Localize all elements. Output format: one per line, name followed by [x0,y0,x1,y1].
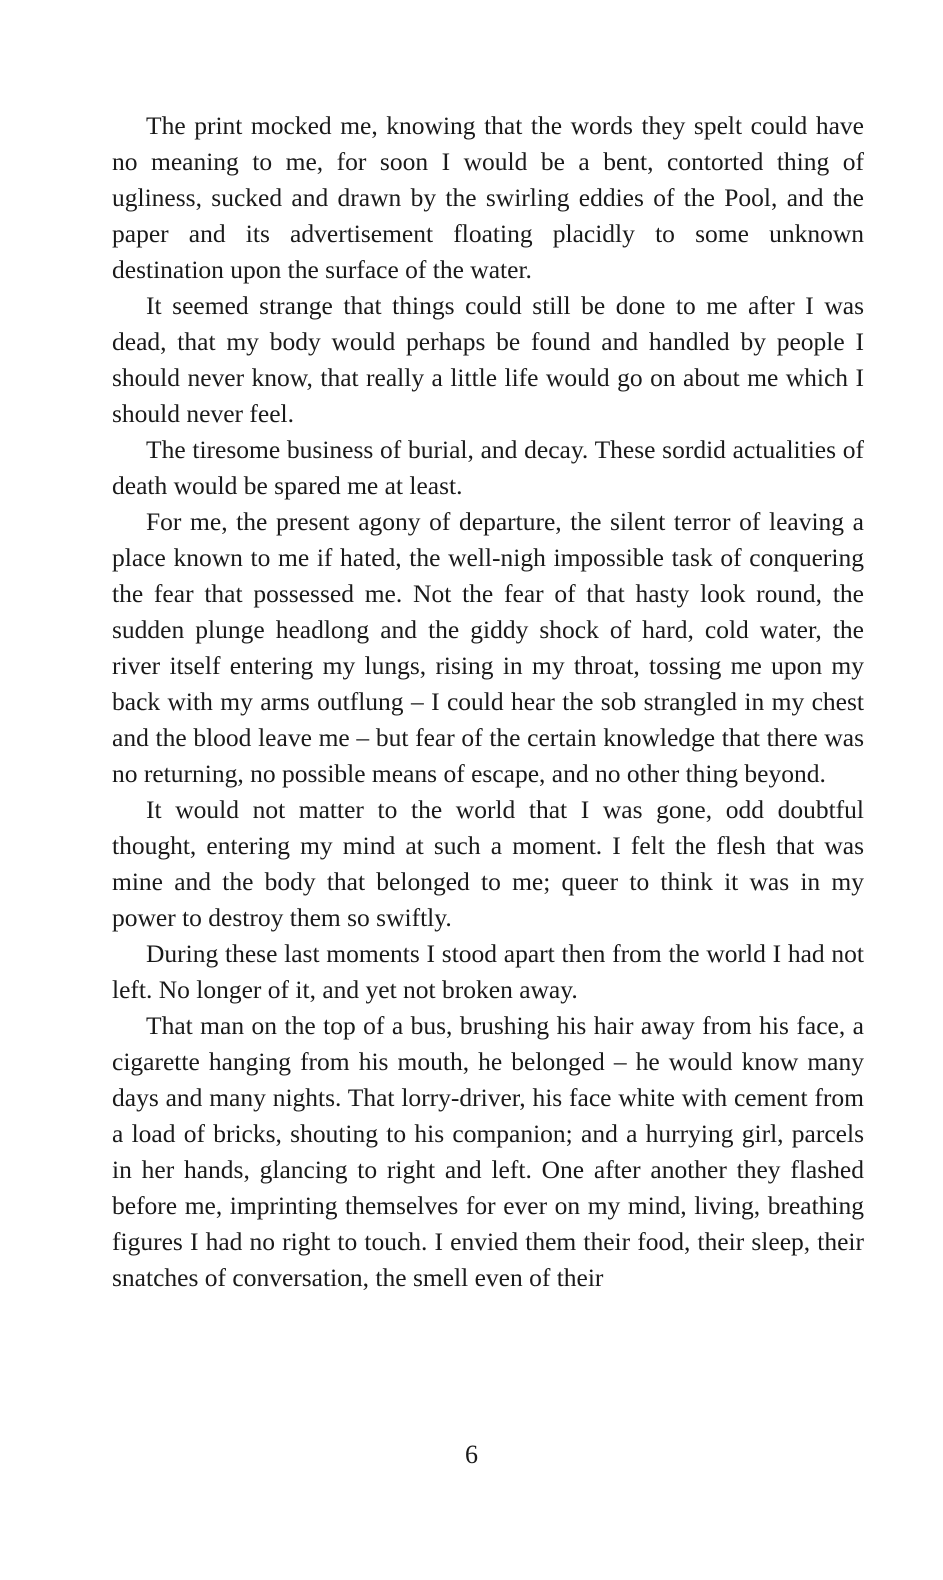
body-text [112,108,864,1296]
paragraph-5: It would not matter to the world that I was gone, odd doubtful thought, entering my mind at such a moment. I felt the flesh that was mine and the body that belonged to me; queer to think it was in my power to destroy them so swiftly. [112,795,864,932]
paragraph-2: It seemed strange that things could still be done to me after I was dead, that my body would perhaps be found and handled by people I should never know, that really a little life would go on about me which I should never feel. [112,291,864,428]
page-number: 6 [465,1440,478,1469]
paragraph-7: That man on the top of a bus, brushing his hair away from his face, a cigarette hanging from his mouth, he belonged – he would know many days and many nights. That lorry-driver, his face white with cement from a load of bricks, shouting to his companion; and a hurrying girl, parcels in her hands, glancing to right and left. One after another they flashed before me, imprinting themselves for ever on my mind, living, breathing figures I had no right to touch. I envied them their food, their sleep, their snatches of conversation, the smell even of their [112,1011,864,1292]
paragraph-3: The tiresome business of burial, and decay. These sordid actualities of death would be spared me at least. [112,435,864,500]
paragraph-6: During these last moments I stood apart then from the world I had not left. No longer of it, and yet not broken away. [112,939,864,1004]
paragraph-1: The print mocked me, knowing that the words they spelt could have no meaning to me, for soon I would be a bent, contorted thing of ugliness, sucked and drawn by the swirling eddies of the Pool, and the paper and its advertisement floating placidly to some unknown destination upon the surface of the water. [112,111,864,284]
paragraph-4: For me, the present agony of departure, the silent terror of leaving a place known to me if hated, the well-nigh impossible task of conquering the fear that possessed me. Not the fear of that hasty look round, the sudden plunge headlong and the giddy shock of hard, cold water, the river itself entering my lungs, rising in my throat, tossing me upon my back with my arms outflung – I could hear the sob strangled in my chest and the blood leave me – but fear of the certain knowledge that there was no returning, no possible means of escape, and no other thing beyond. [112,507,864,788]
